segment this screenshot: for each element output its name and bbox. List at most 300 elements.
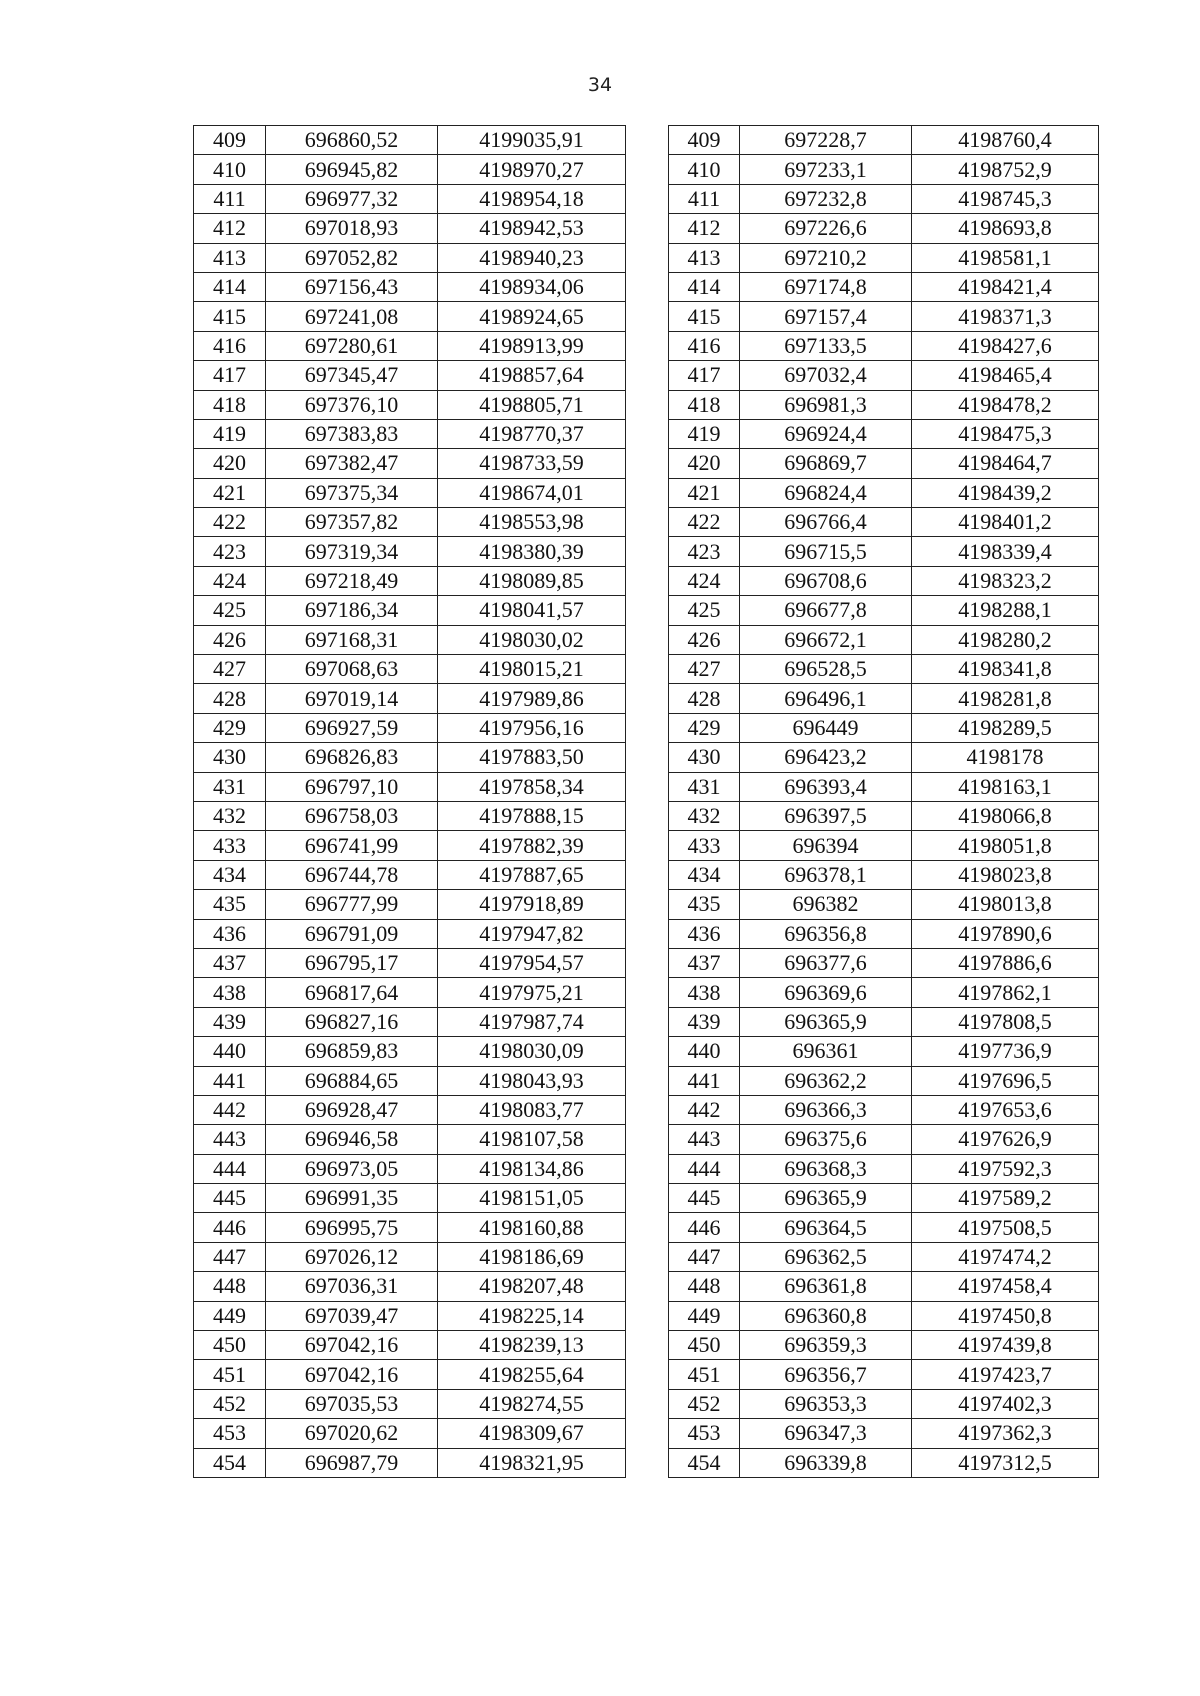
table-row [669, 1095, 1099, 1124]
y-coordinate-cell: 4197653,6 [912, 1095, 1099, 1124]
table-row [194, 243, 626, 272]
point-number-cell: 450 [194, 1331, 266, 1360]
point-number-cell: 444 [194, 1154, 266, 1183]
x-coordinate-cell: 696496,1 [740, 684, 912, 713]
table-row [194, 919, 626, 948]
point-number-cell: 435 [194, 890, 266, 919]
y-coordinate-cell: 4198475,3 [912, 419, 1099, 448]
table-row [194, 1213, 626, 1242]
table-row [669, 184, 1099, 213]
y-coordinate-cell: 4197808,5 [912, 1007, 1099, 1036]
point-number-cell: 452 [194, 1389, 266, 1418]
point-number-cell: 417 [669, 361, 740, 390]
x-coordinate-cell: 696393,4 [740, 772, 912, 801]
x-coordinate-cell: 697042,16 [266, 1360, 438, 1389]
y-coordinate-cell: 4198934,06 [438, 272, 626, 301]
x-coordinate-cell: 697042,16 [266, 1331, 438, 1360]
x-coordinate-cell: 696744,78 [266, 860, 438, 889]
table-row [194, 1154, 626, 1183]
point-number-cell: 411 [194, 184, 266, 213]
y-coordinate-cell: 4198805,71 [438, 390, 626, 419]
table-row [194, 1448, 626, 1477]
point-number-cell: 409 [669, 126, 740, 155]
y-coordinate-cell: 4197458,4 [912, 1272, 1099, 1301]
x-coordinate-cell: 697133,5 [740, 331, 912, 360]
x-coordinate-cell: 697357,82 [266, 508, 438, 537]
y-coordinate-cell: 4198255,64 [438, 1360, 626, 1389]
point-number-cell: 434 [194, 860, 266, 889]
y-coordinate-cell: 4198954,18 [438, 184, 626, 213]
coordinates-table-right-body [669, 126, 1099, 1478]
x-coordinate-cell: 696366,3 [740, 1095, 912, 1124]
x-coordinate-cell: 696672,1 [740, 625, 912, 654]
point-number-cell: 433 [669, 831, 740, 860]
point-number-cell: 430 [669, 743, 740, 772]
table-row [194, 684, 626, 713]
point-number-cell: 409 [194, 126, 266, 155]
table-row [669, 1301, 1099, 1330]
point-number-cell: 428 [194, 684, 266, 713]
x-coordinate-cell: 696946,58 [266, 1125, 438, 1154]
x-coordinate-cell: 697383,83 [266, 419, 438, 448]
x-coordinate-cell: 696817,64 [266, 978, 438, 1007]
x-coordinate-cell: 697345,47 [266, 361, 438, 390]
point-number-cell: 417 [194, 361, 266, 390]
page-number: 34 [587, 74, 613, 96]
y-coordinate-cell: 4197956,16 [438, 713, 626, 742]
y-coordinate-cell: 4197626,9 [912, 1125, 1099, 1154]
x-coordinate-cell: 696981,3 [740, 390, 912, 419]
point-number-cell: 427 [194, 655, 266, 684]
y-coordinate-cell: 4198239,13 [438, 1331, 626, 1360]
table-row [669, 655, 1099, 684]
point-number-cell: 424 [669, 566, 740, 595]
y-coordinate-cell: 4198401,2 [912, 508, 1099, 537]
y-coordinate-cell: 4198107,58 [438, 1125, 626, 1154]
table-row [669, 1419, 1099, 1448]
point-number-cell: 416 [669, 331, 740, 360]
x-coordinate-cell: 697156,43 [266, 272, 438, 301]
x-coordinate-cell: 697186,34 [266, 596, 438, 625]
table-row [669, 625, 1099, 654]
x-coordinate-cell: 696824,4 [740, 478, 912, 507]
point-number-cell: 419 [669, 419, 740, 448]
point-number-cell: 449 [669, 1301, 740, 1330]
y-coordinate-cell: 4198733,59 [438, 449, 626, 478]
table-row [669, 860, 1099, 889]
x-coordinate-cell: 696766,4 [740, 508, 912, 537]
y-coordinate-cell: 4198280,2 [912, 625, 1099, 654]
y-coordinate-cell: 4198160,88 [438, 1213, 626, 1242]
table-row [669, 596, 1099, 625]
x-coordinate-cell: 697228,7 [740, 126, 912, 155]
point-number-cell: 418 [194, 390, 266, 419]
point-number-cell: 444 [669, 1154, 740, 1183]
y-coordinate-cell: 4198674,01 [438, 478, 626, 507]
point-number-cell: 440 [669, 1037, 740, 1066]
y-coordinate-cell: 4197954,57 [438, 948, 626, 977]
x-coordinate-cell: 696928,47 [266, 1095, 438, 1124]
point-number-cell: 420 [194, 449, 266, 478]
point-number-cell: 447 [194, 1242, 266, 1271]
point-number-cell: 436 [669, 919, 740, 948]
table-row [194, 948, 626, 977]
y-coordinate-cell: 4198281,8 [912, 684, 1099, 713]
point-number-cell: 410 [194, 155, 266, 184]
y-coordinate-cell: 4198427,6 [912, 331, 1099, 360]
table-row [194, 214, 626, 243]
point-number-cell: 442 [194, 1095, 266, 1124]
point-number-cell: 446 [194, 1213, 266, 1242]
y-coordinate-cell: 4198066,8 [912, 801, 1099, 830]
point-number-cell: 415 [669, 302, 740, 331]
y-coordinate-cell: 4197474,2 [912, 1242, 1099, 1271]
point-number-cell: 427 [669, 655, 740, 684]
table-row [194, 184, 626, 213]
table-row [669, 214, 1099, 243]
table-row [669, 1272, 1099, 1301]
x-coordinate-cell: 697174,8 [740, 272, 912, 301]
table-row [194, 1331, 626, 1360]
y-coordinate-cell: 4197987,74 [438, 1007, 626, 1036]
point-number-cell: 451 [669, 1360, 740, 1389]
x-coordinate-cell: 696827,16 [266, 1007, 438, 1036]
table-row [669, 919, 1099, 948]
x-coordinate-cell: 696987,79 [266, 1448, 438, 1477]
x-coordinate-cell: 696356,7 [740, 1360, 912, 1389]
point-number-cell: 438 [669, 978, 740, 1007]
y-coordinate-cell: 4198371,3 [912, 302, 1099, 331]
table-row [194, 978, 626, 1007]
x-coordinate-cell: 696859,83 [266, 1037, 438, 1066]
y-coordinate-cell: 4197362,3 [912, 1419, 1099, 1448]
x-coordinate-cell: 696353,3 [740, 1389, 912, 1418]
y-coordinate-cell: 4197887,65 [438, 860, 626, 889]
table-row [669, 1125, 1099, 1154]
x-coordinate-cell: 696423,2 [740, 743, 912, 772]
table-row [669, 243, 1099, 272]
point-number-cell: 415 [194, 302, 266, 331]
x-coordinate-cell: 696382 [740, 890, 912, 919]
table-row [669, 1154, 1099, 1183]
table-row [194, 801, 626, 830]
x-coordinate-cell: 697018,93 [266, 214, 438, 243]
point-number-cell: 441 [669, 1066, 740, 1095]
x-coordinate-cell: 697210,2 [740, 243, 912, 272]
x-coordinate-cell: 696362,5 [740, 1242, 912, 1271]
point-number-cell: 423 [669, 537, 740, 566]
x-coordinate-cell: 696369,6 [740, 978, 912, 1007]
x-coordinate-cell: 696394 [740, 831, 912, 860]
x-coordinate-cell: 697218,49 [266, 566, 438, 595]
x-coordinate-cell: 696449 [740, 713, 912, 742]
y-coordinate-cell: 4198178 [912, 743, 1099, 772]
y-coordinate-cell: 4198274,55 [438, 1389, 626, 1418]
y-coordinate-cell: 4197888,15 [438, 801, 626, 830]
table-row [194, 1419, 626, 1448]
x-coordinate-cell: 696977,32 [266, 184, 438, 213]
y-coordinate-cell: 4198745,3 [912, 184, 1099, 213]
x-coordinate-cell: 696361 [740, 1037, 912, 1066]
point-number-cell: 448 [669, 1272, 740, 1301]
point-number-cell: 412 [194, 214, 266, 243]
point-number-cell: 432 [669, 801, 740, 830]
y-coordinate-cell: 4198163,1 [912, 772, 1099, 801]
x-coordinate-cell: 697376,10 [266, 390, 438, 419]
point-number-cell: 437 [194, 948, 266, 977]
point-number-cell: 448 [194, 1272, 266, 1301]
y-coordinate-cell: 4198478,2 [912, 390, 1099, 419]
table-row [194, 478, 626, 507]
table-row [669, 566, 1099, 595]
x-coordinate-cell: 697382,47 [266, 449, 438, 478]
table-row [194, 1242, 626, 1271]
y-coordinate-cell: 4198321,95 [438, 1448, 626, 1477]
table-row [669, 419, 1099, 448]
y-coordinate-cell: 4198465,4 [912, 361, 1099, 390]
x-coordinate-cell: 696375,6 [740, 1125, 912, 1154]
y-coordinate-cell: 4198970,27 [438, 155, 626, 184]
x-coordinate-cell: 697035,53 [266, 1389, 438, 1418]
x-coordinate-cell: 696924,4 [740, 419, 912, 448]
point-number-cell: 434 [669, 860, 740, 889]
x-coordinate-cell: 697068,63 [266, 655, 438, 684]
x-coordinate-cell: 696360,8 [740, 1301, 912, 1330]
point-number-cell: 421 [194, 478, 266, 507]
y-coordinate-cell: 4197402,3 [912, 1389, 1099, 1418]
table-row [669, 537, 1099, 566]
point-number-cell: 450 [669, 1331, 740, 1360]
point-number-cell: 425 [669, 596, 740, 625]
y-coordinate-cell: 4198083,77 [438, 1095, 626, 1124]
table-row [194, 1184, 626, 1213]
table-row [194, 1125, 626, 1154]
x-coordinate-cell: 696397,5 [740, 801, 912, 830]
y-coordinate-cell: 4197989,86 [438, 684, 626, 713]
x-coordinate-cell: 696362,2 [740, 1066, 912, 1095]
table-row [194, 713, 626, 742]
y-coordinate-cell: 4198323,2 [912, 566, 1099, 595]
table-row [669, 978, 1099, 1007]
point-number-cell: 418 [669, 390, 740, 419]
x-coordinate-cell: 696869,7 [740, 449, 912, 478]
point-number-cell: 413 [194, 243, 266, 272]
y-coordinate-cell: 4198581,1 [912, 243, 1099, 272]
x-coordinate-cell: 697232,8 [740, 184, 912, 213]
x-coordinate-cell: 697226,6 [740, 214, 912, 243]
coordinates-table-left-body [194, 126, 626, 1478]
y-coordinate-cell: 4197918,89 [438, 890, 626, 919]
table-row [194, 1066, 626, 1095]
x-coordinate-cell: 697233,1 [740, 155, 912, 184]
y-coordinate-cell: 4198151,05 [438, 1184, 626, 1213]
y-coordinate-cell: 4198089,85 [438, 566, 626, 595]
table-row [669, 1448, 1099, 1477]
table-row [194, 1360, 626, 1389]
y-coordinate-cell: 4197439,8 [912, 1331, 1099, 1360]
x-coordinate-cell: 696365,9 [740, 1184, 912, 1213]
table-row [669, 1242, 1099, 1271]
point-number-cell: 429 [669, 713, 740, 742]
x-coordinate-cell: 696791,09 [266, 919, 438, 948]
x-coordinate-cell: 696777,99 [266, 890, 438, 919]
point-number-cell: 419 [194, 419, 266, 448]
table-row [194, 537, 626, 566]
x-coordinate-cell: 696991,35 [266, 1184, 438, 1213]
x-coordinate-cell: 696356,8 [740, 919, 912, 948]
point-number-cell: 426 [194, 625, 266, 654]
x-coordinate-cell: 696708,6 [740, 566, 912, 595]
point-number-cell: 454 [194, 1448, 266, 1477]
y-coordinate-cell: 4198015,21 [438, 655, 626, 684]
table-row [194, 1095, 626, 1124]
x-coordinate-cell: 696795,17 [266, 948, 438, 977]
y-coordinate-cell: 4198913,99 [438, 331, 626, 360]
table-row [669, 302, 1099, 331]
x-coordinate-cell: 696347,3 [740, 1419, 912, 1448]
x-coordinate-cell: 696364,5 [740, 1213, 912, 1242]
coordinates-table-right [668, 125, 1099, 1478]
point-number-cell: 420 [669, 449, 740, 478]
table-row [669, 713, 1099, 742]
y-coordinate-cell: 4198924,65 [438, 302, 626, 331]
point-number-cell: 433 [194, 831, 266, 860]
table-row [669, 508, 1099, 537]
x-coordinate-cell: 696741,99 [266, 831, 438, 860]
y-coordinate-cell: 4198380,39 [438, 537, 626, 566]
y-coordinate-cell: 4198464,7 [912, 449, 1099, 478]
x-coordinate-cell: 697026,12 [266, 1242, 438, 1271]
point-number-cell: 454 [669, 1448, 740, 1477]
table-row [194, 361, 626, 390]
y-coordinate-cell: 4199035,91 [438, 126, 626, 155]
point-number-cell: 441 [194, 1066, 266, 1095]
point-number-cell: 414 [669, 272, 740, 301]
coordinates-table-left [193, 125, 626, 1478]
table-row [194, 772, 626, 801]
table-row [669, 126, 1099, 155]
table-row [669, 449, 1099, 478]
table-row [194, 596, 626, 625]
table-row [669, 948, 1099, 977]
point-number-cell: 424 [194, 566, 266, 595]
table-row [669, 1331, 1099, 1360]
x-coordinate-cell: 696945,82 [266, 155, 438, 184]
x-coordinate-cell: 696995,75 [266, 1213, 438, 1242]
table-row [669, 743, 1099, 772]
table-row [669, 272, 1099, 301]
y-coordinate-cell: 4197736,9 [912, 1037, 1099, 1066]
point-number-cell: 449 [194, 1301, 266, 1330]
y-coordinate-cell: 4198553,98 [438, 508, 626, 537]
y-coordinate-cell: 4198023,8 [912, 860, 1099, 889]
table-row [669, 1007, 1099, 1036]
point-number-cell: 442 [669, 1095, 740, 1124]
y-coordinate-cell: 4197886,6 [912, 948, 1099, 977]
point-number-cell: 422 [194, 508, 266, 537]
y-coordinate-cell: 4197589,2 [912, 1184, 1099, 1213]
x-coordinate-cell: 697020,62 [266, 1419, 438, 1448]
point-number-cell: 425 [194, 596, 266, 625]
y-coordinate-cell: 4198225,14 [438, 1301, 626, 1330]
point-number-cell: 451 [194, 1360, 266, 1389]
point-number-cell: 428 [669, 684, 740, 713]
x-coordinate-cell: 696973,05 [266, 1154, 438, 1183]
table-row [194, 331, 626, 360]
point-number-cell: 438 [194, 978, 266, 1007]
point-number-cell: 412 [669, 214, 740, 243]
x-coordinate-cell: 697052,82 [266, 243, 438, 272]
table-row [669, 801, 1099, 830]
y-coordinate-cell: 4198030,09 [438, 1037, 626, 1066]
point-number-cell: 431 [194, 772, 266, 801]
point-number-cell: 429 [194, 713, 266, 742]
y-coordinate-cell: 4198051,8 [912, 831, 1099, 860]
point-number-cell: 413 [669, 243, 740, 272]
point-number-cell: 426 [669, 625, 740, 654]
point-number-cell: 410 [669, 155, 740, 184]
table-row [194, 419, 626, 448]
table-row [194, 508, 626, 537]
table-row [194, 449, 626, 478]
table-row [194, 831, 626, 860]
point-number-cell: 446 [669, 1213, 740, 1242]
x-coordinate-cell: 697019,14 [266, 684, 438, 713]
x-coordinate-cell: 696927,59 [266, 713, 438, 742]
table-row [669, 684, 1099, 713]
x-coordinate-cell: 696377,6 [740, 948, 912, 977]
x-coordinate-cell: 697168,31 [266, 625, 438, 654]
x-coordinate-cell: 697241,08 [266, 302, 438, 331]
x-coordinate-cell: 697157,4 [740, 302, 912, 331]
y-coordinate-cell: 4198693,8 [912, 214, 1099, 243]
x-coordinate-cell: 697032,4 [740, 361, 912, 390]
y-coordinate-cell: 4197858,34 [438, 772, 626, 801]
table-row [194, 126, 626, 155]
y-coordinate-cell: 4197592,3 [912, 1154, 1099, 1183]
table-row [669, 831, 1099, 860]
x-coordinate-cell: 696715,5 [740, 537, 912, 566]
point-number-cell: 414 [194, 272, 266, 301]
y-coordinate-cell: 4198421,4 [912, 272, 1099, 301]
table-row [669, 155, 1099, 184]
point-number-cell: 421 [669, 478, 740, 507]
y-coordinate-cell: 4198186,69 [438, 1242, 626, 1271]
point-number-cell: 445 [194, 1184, 266, 1213]
point-number-cell: 452 [669, 1389, 740, 1418]
y-coordinate-cell: 4198940,23 [438, 243, 626, 272]
x-coordinate-cell: 696860,52 [266, 126, 438, 155]
point-number-cell: 436 [194, 919, 266, 948]
y-coordinate-cell: 4197696,5 [912, 1066, 1099, 1095]
x-coordinate-cell: 697319,34 [266, 537, 438, 566]
point-number-cell: 437 [669, 948, 740, 977]
table-row [194, 1301, 626, 1330]
point-number-cell: 411 [669, 184, 740, 213]
point-number-cell: 431 [669, 772, 740, 801]
y-coordinate-cell: 4198043,93 [438, 1066, 626, 1095]
table-row [194, 1007, 626, 1036]
point-number-cell: 443 [669, 1125, 740, 1154]
point-number-cell: 440 [194, 1037, 266, 1066]
y-coordinate-cell: 4197508,5 [912, 1213, 1099, 1242]
x-coordinate-cell: 696359,3 [740, 1331, 912, 1360]
y-coordinate-cell: 4198857,64 [438, 361, 626, 390]
y-coordinate-cell: 4197975,21 [438, 978, 626, 1007]
y-coordinate-cell: 4198760,4 [912, 126, 1099, 155]
table-row [194, 566, 626, 595]
table-row [669, 1184, 1099, 1213]
